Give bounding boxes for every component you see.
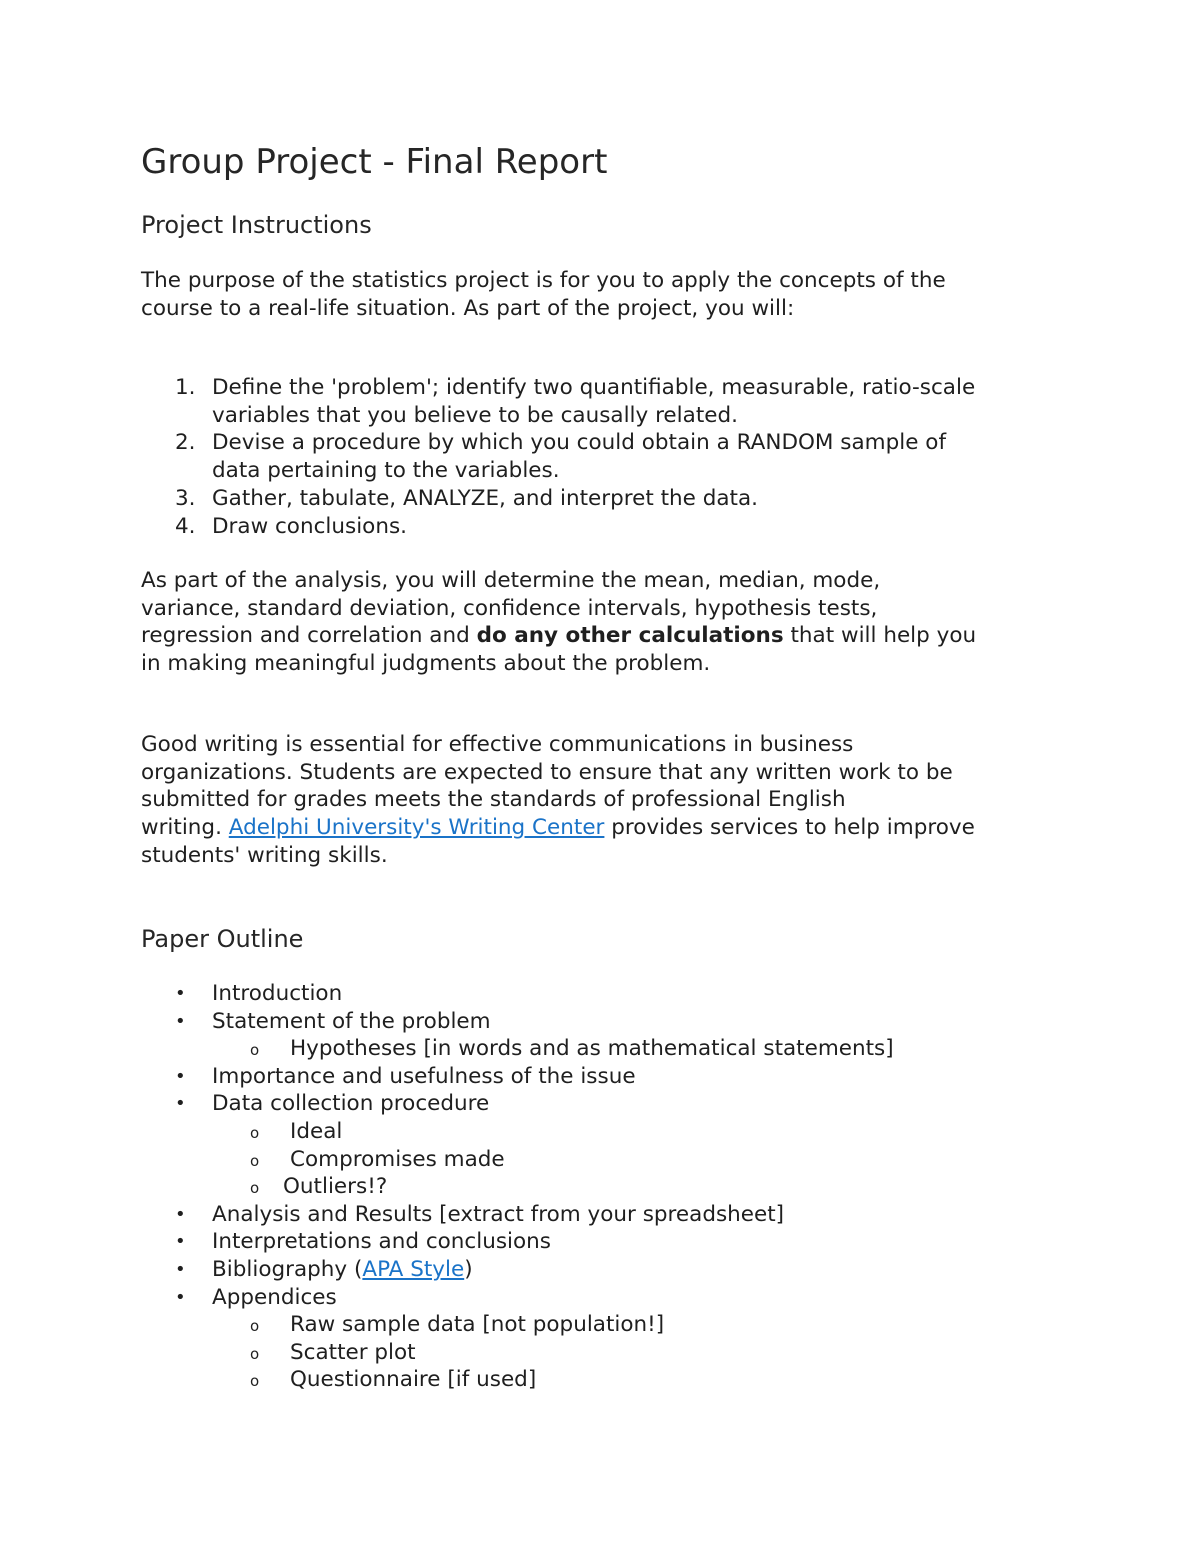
analysis-bold-text: do any other calculations bbox=[476, 623, 784, 649]
outline-subitem bbox=[212, 1146, 894, 1174]
step-text: Gather, tabulate, ANALYZE, and interpret the data. bbox=[212, 485, 758, 511]
step-text: variables that you believe to be causally related. bbox=[212, 402, 738, 428]
outline-subitem-text: Outliers!? bbox=[283, 1174, 388, 1200]
outline-subitem-text: Questionnaire [if used] bbox=[290, 1367, 537, 1393]
bullet-icon: • bbox=[175, 1258, 186, 1280]
analysis-line: variance, standard deviation, confidence intervals, hypothesis tests, bbox=[141, 595, 878, 621]
outline-subitem-text: Raw sample data [not population!] bbox=[290, 1312, 665, 1338]
step-item bbox=[141, 513, 975, 541]
outline-item bbox=[141, 1063, 894, 1091]
step-number: 1. bbox=[175, 375, 196, 400]
sub-bullet-icon: o bbox=[250, 1372, 260, 1391]
intro-paragraph bbox=[141, 267, 1071, 322]
outline-item-text: Importance and usefulness of the issue bbox=[212, 1063, 636, 1089]
outline-subitem bbox=[212, 1339, 894, 1367]
writing-line: organizations. Students are expected to ensure that any written work to be bbox=[141, 759, 953, 785]
bullet-icon: • bbox=[175, 1203, 186, 1225]
writing-line: submitted for grades meets the standards of professional English bbox=[141, 787, 846, 813]
intro-line: The purpose of the statistics project is for you to apply the concepts of the bbox=[141, 268, 946, 293]
outline-subitem-text: Hypotheses [in words and as mathematical statements] bbox=[290, 1036, 894, 1062]
outline-subitem bbox=[212, 1311, 894, 1339]
outline-subitem-text: Scatter plot bbox=[290, 1339, 416, 1365]
paper-outline-heading: Paper Outline bbox=[141, 925, 304, 953]
outline-item bbox=[141, 1008, 894, 1063]
writing-text: writing. bbox=[141, 815, 229, 841]
outline-item bbox=[141, 1256, 894, 1284]
outline-subitem bbox=[212, 1366, 894, 1394]
outline-item-text: Appendices bbox=[212, 1284, 337, 1310]
project-instructions-heading: Project Instructions bbox=[141, 211, 372, 239]
intro-line: course to a real-life situation. As part of the project, you will: bbox=[141, 295, 795, 321]
sub-bullet-icon: o bbox=[250, 1317, 260, 1336]
analysis-line bbox=[141, 622, 1071, 650]
bullet-icon: • bbox=[175, 1231, 186, 1253]
outline-item-text: ) bbox=[464, 1256, 473, 1282]
step-text: data pertaining to the variables. bbox=[212, 458, 560, 484]
outline-item-text: Analysis and Results [extract from your spreadsheet] bbox=[212, 1201, 785, 1227]
analysis-text: that will help you bbox=[783, 623, 977, 649]
sub-bullet-icon: o bbox=[250, 1151, 260, 1170]
outline-sublist bbox=[212, 1118, 894, 1201]
outline-item bbox=[141, 1090, 894, 1200]
writing-center-link[interactable]: Adelphi University's Writing Center bbox=[228, 815, 605, 841]
step-text: Define the 'problem'; identify two quantifiable, measurable, ratio-scale bbox=[212, 375, 976, 400]
step-number: 3. bbox=[175, 485, 196, 511]
outline-sublist bbox=[212, 1311, 894, 1394]
sub-bullet-icon: o bbox=[250, 1179, 260, 1198]
step-text: Draw conclusions. bbox=[212, 513, 408, 539]
outline-sublist bbox=[212, 1035, 894, 1063]
step-number: 4. bbox=[175, 513, 196, 539]
sub-bullet-icon: o bbox=[250, 1041, 260, 1060]
steps-list bbox=[141, 374, 975, 540]
apa-style-link[interactable]: APA Style bbox=[362, 1256, 465, 1282]
writing-line bbox=[141, 814, 1071, 842]
bullet-icon: • bbox=[175, 983, 186, 1004]
writing-text: provides services to help improve bbox=[604, 815, 975, 841]
outline-subitem bbox=[212, 1118, 894, 1146]
bullet-icon: • bbox=[175, 1065, 186, 1087]
step-number: 2. bbox=[175, 430, 196, 456]
writing-line: students' writing skills. bbox=[141, 842, 388, 868]
outline-item-text: Statement of the problem bbox=[212, 1008, 491, 1034]
outline-item-text: Data collection procedure bbox=[212, 1091, 490, 1117]
outline-subitem bbox=[212, 1035, 894, 1063]
writing-line: Good writing is essential for effective communications in business bbox=[141, 732, 854, 757]
outline-item-text: Interpretations and conclusions bbox=[212, 1229, 551, 1255]
outline-subitem-text: Ideal bbox=[290, 1118, 343, 1144]
outline-list bbox=[141, 980, 894, 1394]
page-title: Group Project - Final Report bbox=[141, 142, 608, 182]
outline-item-text: Introduction bbox=[212, 981, 343, 1006]
step-text: Devise a procedure by which you could obtain a RANDOM sample of bbox=[212, 430, 947, 456]
bullet-icon: • bbox=[175, 1286, 186, 1308]
analysis-paragraph bbox=[141, 567, 1071, 678]
sub-bullet-icon: o bbox=[250, 1344, 260, 1363]
step-item bbox=[141, 429, 975, 484]
outline-item bbox=[141, 1201, 894, 1229]
bullet-icon: • bbox=[175, 1093, 186, 1115]
outline-subitem-text: Compromises made bbox=[290, 1146, 505, 1172]
outline-item-text: Bibliography ( bbox=[212, 1256, 363, 1282]
sub-bullet-icon: o bbox=[250, 1123, 260, 1142]
outline-subitem bbox=[212, 1173, 894, 1201]
bullet-icon: • bbox=[175, 1010, 186, 1032]
outline-item bbox=[141, 1228, 894, 1256]
analysis-line: As part of the analysis, you will determine the mean, median, mode, bbox=[141, 568, 881, 593]
outline-item bbox=[141, 980, 894, 1008]
writing-paragraph bbox=[141, 731, 1071, 870]
step-item bbox=[141, 374, 975, 429]
step-item bbox=[141, 485, 975, 513]
analysis-line: in making meaningful judgments about the problem. bbox=[141, 651, 711, 677]
analysis-text: regression and correlation and bbox=[141, 623, 477, 649]
outline-item bbox=[141, 1284, 894, 1394]
